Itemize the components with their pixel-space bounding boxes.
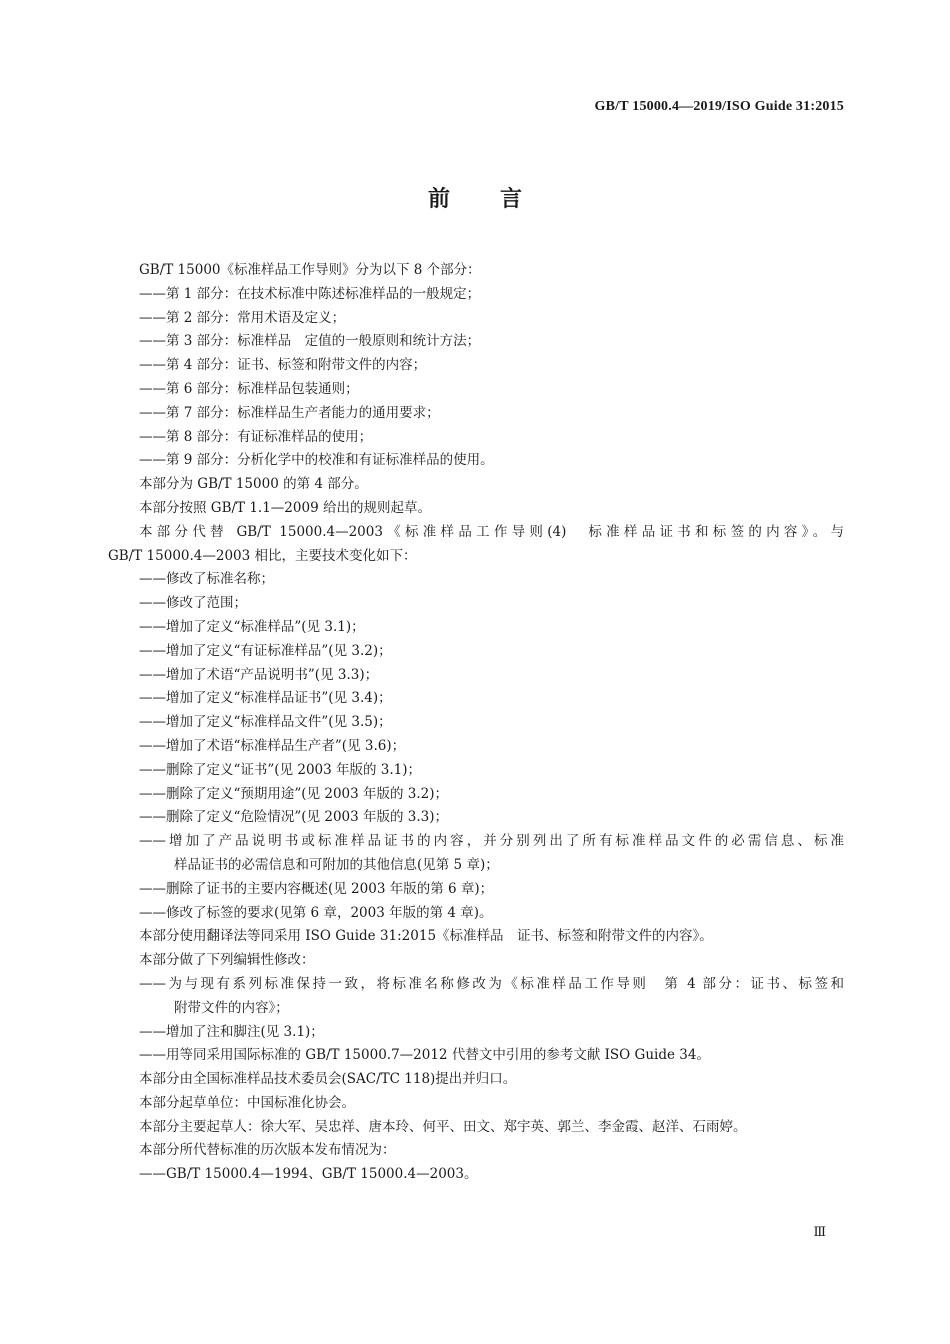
list-item: ——GB/T 15000.4—1994、GB/T 15000.4—2003。 bbox=[139, 1166, 478, 1183]
list-item: ——第 3 部分：标准样品 定值的一般原则和统计方法； bbox=[139, 333, 481, 350]
standard-code-header: GB/T 15000.4—2019/ISO Guide 31:2015 bbox=[594, 99, 844, 114]
paragraph-line: 本部分主要起草人：徐大军、吴忠祥、唐本玲、何平、田文、郑宇英、郭兰、李金霞、赵洋、石雨婷。 bbox=[139, 1118, 747, 1135]
list-item: ——增加了定义“标准样品文件”(见 3.5)； bbox=[139, 714, 392, 731]
list-item: ——增加了定义“有证标准样品”(见 3.2)； bbox=[139, 642, 392, 659]
list-item: ——增加了术语“产品说明书”(见 3.3)； bbox=[139, 666, 379, 683]
paragraph-continuation: GB/T 15000.4—2003 相比，主要技术变化如下： bbox=[108, 547, 417, 564]
list-item: ——为与现有系列标准保持一致，将标准名称修改为《标准样品工作导则 第 4 部分：证书、标签和 bbox=[139, 975, 844, 992]
paragraph-line: 本部分起草单位：中国标准化协会。 bbox=[139, 1094, 355, 1111]
paragraph-line: 本部分由全国标准样品技术委员会(SAC/TC 118)提出并归口。 bbox=[139, 1071, 517, 1088]
page-number: Ⅲ bbox=[813, 1224, 826, 1239]
list-item: ——第 4 部分：证书、标签和附带文件的内容； bbox=[139, 357, 427, 374]
list-item: ——第 6 部分：标准样品包装通则； bbox=[139, 380, 359, 397]
list-item-continuation: 样品证书的必需信息和可附加的其他信息(见第 5 章)； bbox=[174, 856, 499, 873]
list-item: ——第 9 部分：分析化学中的校准和有证标准样品的使用。 bbox=[139, 452, 494, 469]
list-item: ——修改了标签的要求(见第 6 章，2003 年版的第 4 章)。 bbox=[139, 904, 493, 921]
paragraph-line: GB/T 15000《标准样品工作导则》分为以下 8 个部分： bbox=[139, 262, 481, 278]
list-item: ——删除了定义“预期用途”(见 2003 年版的 3.2)； bbox=[139, 785, 449, 802]
list-item: ——增加了定义“标准样品证书”(见 3.4)； bbox=[139, 690, 392, 707]
list-item: ——修改了标准名称； bbox=[139, 571, 274, 588]
list-item: ——用等同采用国际标准的 GB/T 15000.7—2012 代替文中引用的参考文献 ISO Guide 34。 bbox=[139, 1047, 710, 1064]
list-item: ——删除了定义“危险情况”(见 2003 年版的 3.3)； bbox=[139, 809, 449, 826]
paragraph-line: 本部分按照 GB/T 1.1—2009 给出的规则起草。 bbox=[139, 499, 431, 516]
list-item: ——第 7 部分：标准样品生产者能力的通用要求； bbox=[139, 404, 440, 421]
list-item-continuation: 附带文件的内容》； bbox=[174, 999, 289, 1016]
paragraph-line: 本部分使用翻译法等同采用 ISO Guide 31:2015《标准样品 证书、标签和附带文件的内容》。 bbox=[139, 928, 713, 945]
paragraph-line: 本部分所代替标准的历次版本发布情况为： bbox=[139, 1142, 396, 1159]
paragraph-line: 本部分代替 GB/T 15000.4—2003《标准样品工作导则(4) 标准样品证书和标签的内容》。与 bbox=[139, 523, 844, 540]
page-title: 前言 bbox=[427, 187, 572, 212]
paragraph-line: 本部分为 GB/T 15000 的第 4 部分。 bbox=[139, 476, 368, 493]
list-item: ——增加了注和脚注(见 3.1)； bbox=[139, 1023, 324, 1040]
list-item: ——第 8 部分：有证标准样品的使用； bbox=[139, 428, 373, 445]
list-item: ——修改了范围； bbox=[139, 595, 247, 612]
list-item: ——第 1 部分：在技术标准中陈述标准样品的一般规定； bbox=[139, 285, 481, 302]
list-item: ——删除了定义“证书”(见 2003 年版的 3.1)； bbox=[139, 761, 422, 778]
paragraph-line: 本部分做了下列编辑性修改： bbox=[139, 952, 315, 969]
list-item: ——第 2 部分：常用术语及定义； bbox=[139, 309, 346, 326]
list-item: ——增加了产品说明书或标准样品证书的内容，并分别列出了所有标准样品文件的必需信息、标准 bbox=[139, 833, 844, 850]
list-item: ——删除了证书的主要内容概述(见 2003 年版的第 6 章)； bbox=[139, 880, 494, 897]
list-item: ——增加了定义“标准样品”(见 3.1)； bbox=[139, 618, 365, 635]
foreword-body bbox=[108, 259, 844, 1187]
list-item: ——增加了术语“标准样品生产者”(见 3.6)； bbox=[139, 737, 406, 754]
